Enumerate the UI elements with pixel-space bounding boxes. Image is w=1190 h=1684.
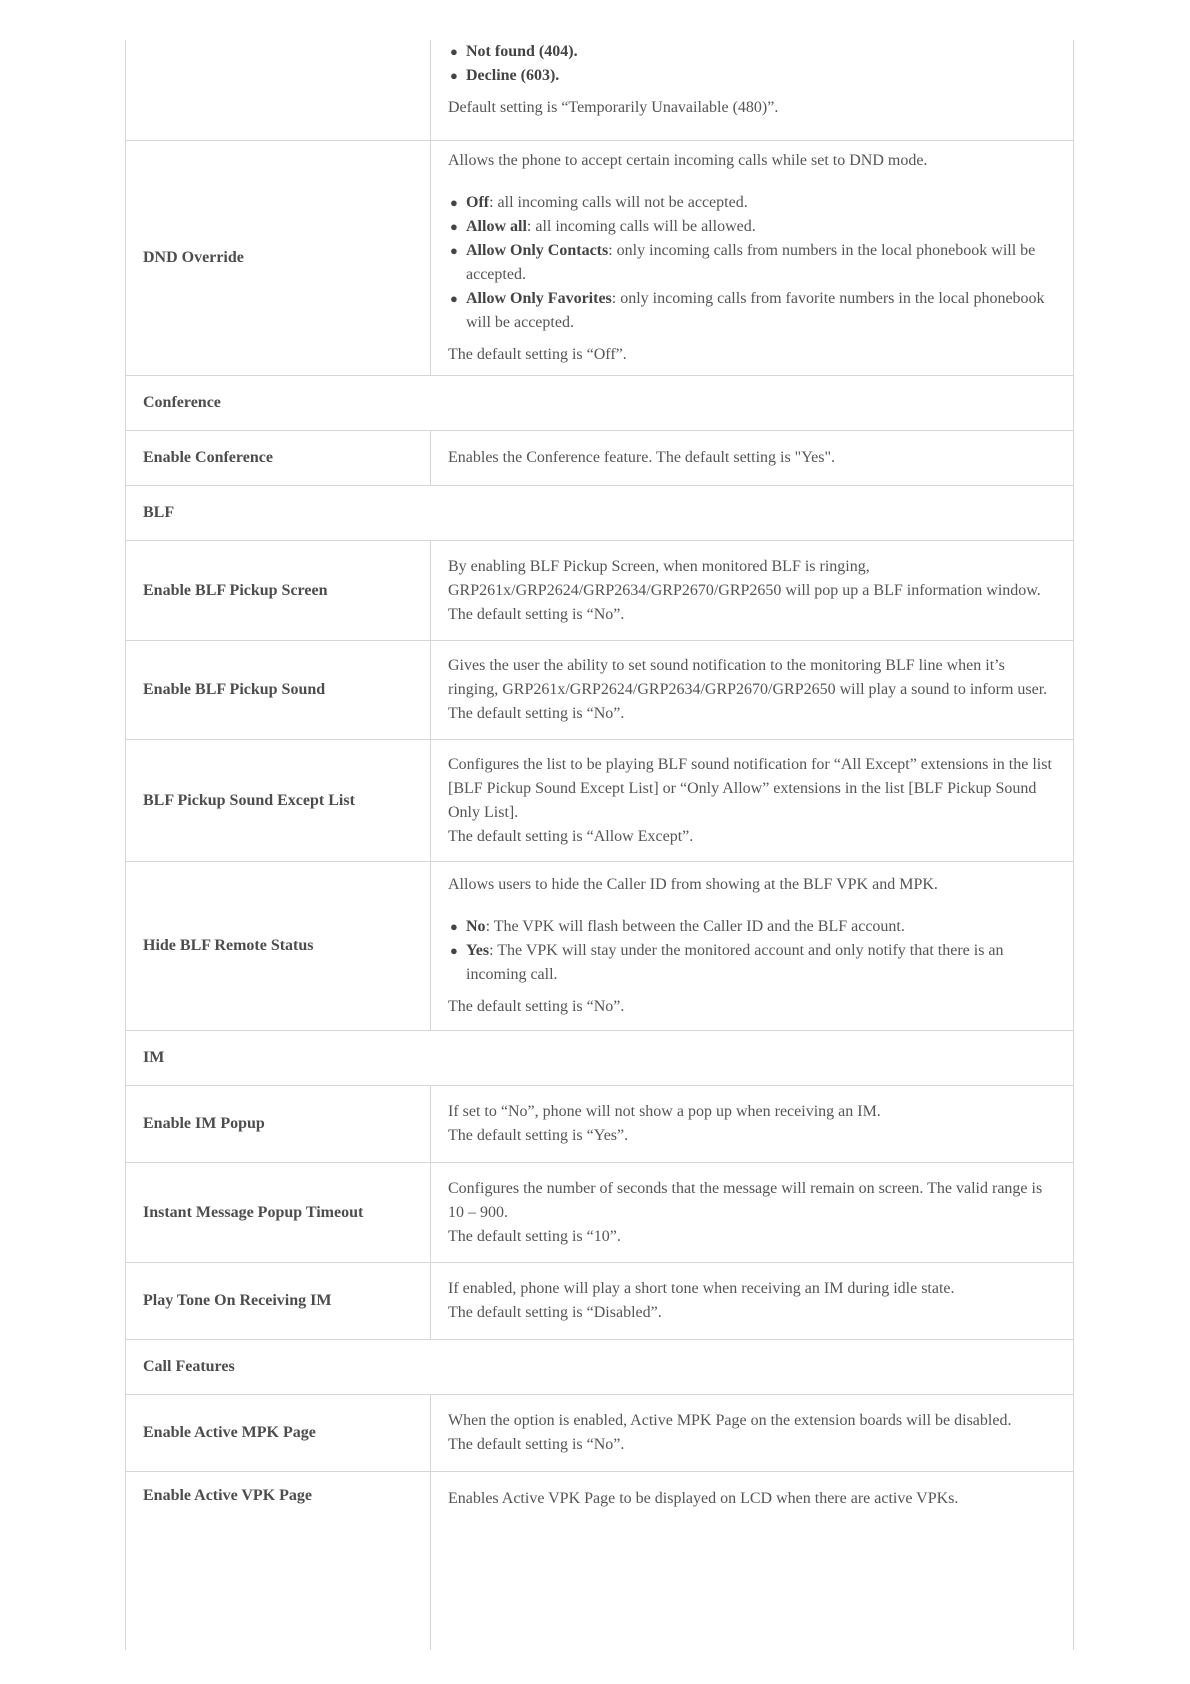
row-description [431, 1472, 1073, 1650]
section-row-call-features [125, 1340, 1074, 1395]
row-description [431, 641, 1073, 739]
section-heading: Conference [143, 394, 221, 411]
row-description [431, 1086, 1073, 1162]
table-row-active-vpk-page [125, 1472, 1074, 1650]
description-line: The default setting is “Allow Except”. [448, 827, 694, 845]
list-item: ● Allow all: all incoming calls will be allowed. [448, 215, 1055, 239]
description-line: The default setting is “No”. [448, 1436, 625, 1453]
table-row-active-mpk-page [125, 1395, 1074, 1472]
table-row-blf-pickup-sound [125, 641, 1074, 740]
table-row-play-tone-im [125, 1263, 1074, 1340]
intro-text: Allows the phone to accept certain incoming calls while set to DND mode. [448, 152, 928, 169]
description-line: The default setting is “No”. [448, 705, 625, 722]
row-label: Enable BLF Pickup Screen [126, 541, 431, 640]
row-label: Enable Active MPK Page [126, 1395, 431, 1471]
table-row-blf-pickup-screen [125, 541, 1074, 641]
row-description [431, 862, 1073, 1030]
row-label: Hide BLF Remote Status [126, 862, 431, 1030]
list-item: ● No: The VPK will flash between the Caller ID and the BLF account. [448, 915, 1055, 939]
description-line: The default setting is “Yes”. [448, 1127, 629, 1144]
description-line: Enables the Conference feature. The default setting is "Yes". [448, 449, 836, 466]
row-description [431, 541, 1073, 640]
row-description [431, 1163, 1073, 1262]
bullet-list [448, 40, 1055, 88]
description-line: When the option is enabled, Active MPK Page on the extension boards will be disabled. [448, 1412, 1012, 1429]
row-description [431, 40, 1073, 140]
row-label: Instant Message Popup Timeout [126, 1163, 431, 1262]
row-label: Enable Conference [126, 431, 431, 485]
description-line: By enabling BLF Pickup Screen, when monitored BLF is ringing, GRP261x/GRP2624/GRP2634/GRP2670/GRP2650 will pop up a BLF information window. [448, 557, 1041, 599]
section-row-conference [125, 376, 1074, 431]
settings-table [125, 40, 1074, 1650]
row-description [431, 1263, 1073, 1339]
table-row-blf-except-list [125, 740, 1074, 862]
table-row-enable-conference [125, 431, 1074, 486]
row-description [431, 141, 1073, 375]
description-line: Enables Active VPK Page to be displayed on LCD when there are active VPKs. [448, 1490, 959, 1507]
list-item: ● Allow Only Favorites: only incoming calls from favorite numbers in the local phonebook will be accepted. [448, 287, 1055, 335]
row-description [431, 740, 1073, 861]
default-note: Default setting is “Temporarily Unavailable (480)”. [448, 99, 779, 116]
default-note: The default setting is “No”. [448, 998, 625, 1015]
description-line: Gives the user the ability to set sound notification to the monitoring BLF line when it’s ringing, GRP261x/GRP2624/GRP2634/GRP2670/GRP2650 will play a sound to inform user. [448, 657, 1048, 698]
table-row-reject-codes [125, 40, 1074, 141]
row-label: Enable Active VPK Page [126, 1472, 431, 1650]
list-item: ● Allow Only Contacts: only incoming calls from numbers in the local phonebook will be accepted. [448, 239, 1055, 287]
section-row-im [125, 1031, 1074, 1086]
description-line: Configures the list to be playing BLF sound notification for “All Except” extensions in the list [BLF Pickup Sound Except List] or “Only Allow” extensions in the list [BLF Pickup Sound Only List]. [448, 755, 1052, 821]
description-line: If set to “No”, phone will not show a pop up when receiving an IM. [448, 1103, 881, 1120]
list-item: ● Not found (404). [448, 40, 1055, 64]
list-item: ● Decline (603). [448, 64, 1055, 88]
default-note: The default setting is “Off”. [448, 346, 627, 363]
list-item: ● Yes: The VPK will stay under the monitored account and only notify that there is an incoming call. [448, 939, 1055, 987]
section-heading: BLF [143, 504, 175, 521]
row-description [431, 1395, 1073, 1471]
bullet-list [448, 915, 1055, 987]
table-row-im-popup-timeout [125, 1163, 1074, 1263]
table-row-hide-blf-remote-status [125, 862, 1074, 1031]
table-row-enable-im-popup [125, 1086, 1074, 1163]
row-label: Enable IM Popup [126, 1086, 431, 1162]
description-line: The default setting is “No”. [448, 605, 625, 623]
row-label: Enable BLF Pickup Sound [126, 641, 431, 739]
row-label-empty [126, 40, 431, 140]
description-line: The default setting is “10”. [448, 1227, 621, 1245]
section-heading: IM [143, 1049, 165, 1066]
row-label: Play Tone On Receiving IM [126, 1263, 431, 1339]
row-label: DND Override [126, 141, 431, 375]
bullet-list [448, 191, 1055, 335]
list-item: ● Off: all incoming calls will not be accepted. [448, 191, 1055, 215]
row-label: BLF Pickup Sound Except List [126, 740, 431, 861]
row-description [431, 431, 1073, 485]
description-line: If enabled, phone will play a short tone when receiving an IM during idle state. [448, 1280, 955, 1297]
intro-text: Allows users to hide the Caller ID from showing at the BLF VPK and MPK. [448, 876, 938, 893]
section-heading: Call Features [143, 1358, 235, 1375]
section-row-blf [125, 486, 1074, 541]
description-line: The default setting is “Disabled”. [448, 1304, 662, 1321]
description-line: Configures the number of seconds that the message will remain on screen. The valid range is 10 – 900. [448, 1179, 1043, 1221]
table-row-dnd-override [125, 141, 1074, 376]
